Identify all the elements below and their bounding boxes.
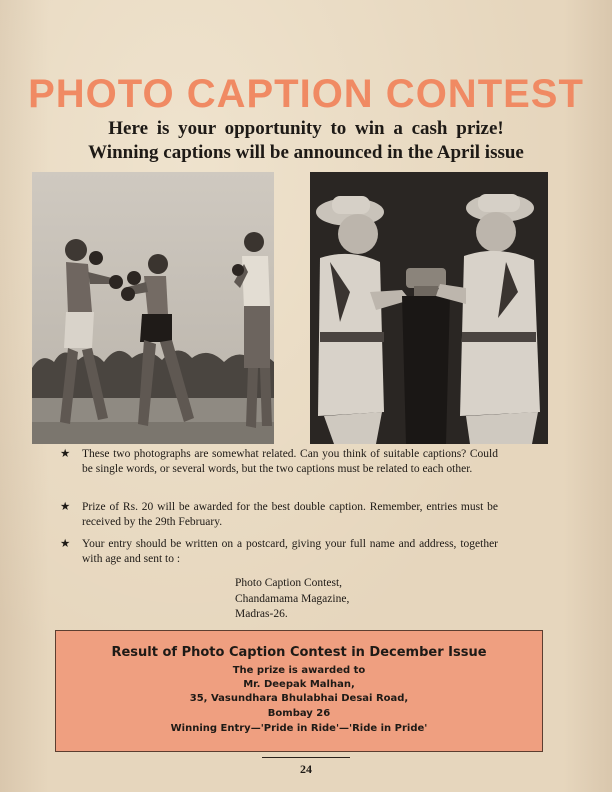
star-icon: ★ [60,501,71,513]
page-title: PHOTO CAPTION CONTEST [28,72,584,116]
address-line: Chandamama Magazine, [235,592,350,605]
scouts-photo [310,172,548,444]
instruction-text: Your entry should be written on a postcard, giving your full name and address, together with age and sent to : [82,538,498,565]
contest-address [235,576,349,623]
instruction-text: These two photographs are somewhat related. Can you think of suitable captions? Could be single words, or several words, but the two captions must be related to each other. [82,448,498,475]
scouts-photo-image [310,172,548,444]
subtitle-line-1: Here is your opportunity to win a cash prize! [108,118,504,139]
result-box [55,630,543,752]
result-heading: Result of Photo Caption Contest in December Issue [111,645,487,660]
instruction-item [60,537,498,567]
page-number-rule [262,757,350,758]
star-icon: ★ [60,448,71,460]
instruction-item [60,447,498,477]
address-line: Madras-26. [235,608,288,620]
subtitle-line-2: Winning captions will be announced in the April issue [88,142,524,163]
page-number: 24 [300,762,312,776]
result-line: The prize is awarded to [232,665,366,676]
star-icon: ★ [60,538,71,550]
winner-city: Bombay 26 [267,708,331,719]
instruction-text: Prize of Rs. 20 will be awarded for the best double caption. Remember, entries must be received by the 29th February. [82,501,498,528]
instruction-item [60,500,498,530]
winner-name: Mr. Deepak Malhan, [243,679,355,690]
address-line: Photo Caption Contest, [235,577,343,589]
boxing-photo [32,172,274,444]
boxing-photo-image [32,172,274,444]
winning-entry: Winning Entry—'Pride in Ride'—'Ride in Pride' [170,723,428,734]
winner-address: 35, Vasundhara Bhulabhai Desai Road, [189,693,409,704]
